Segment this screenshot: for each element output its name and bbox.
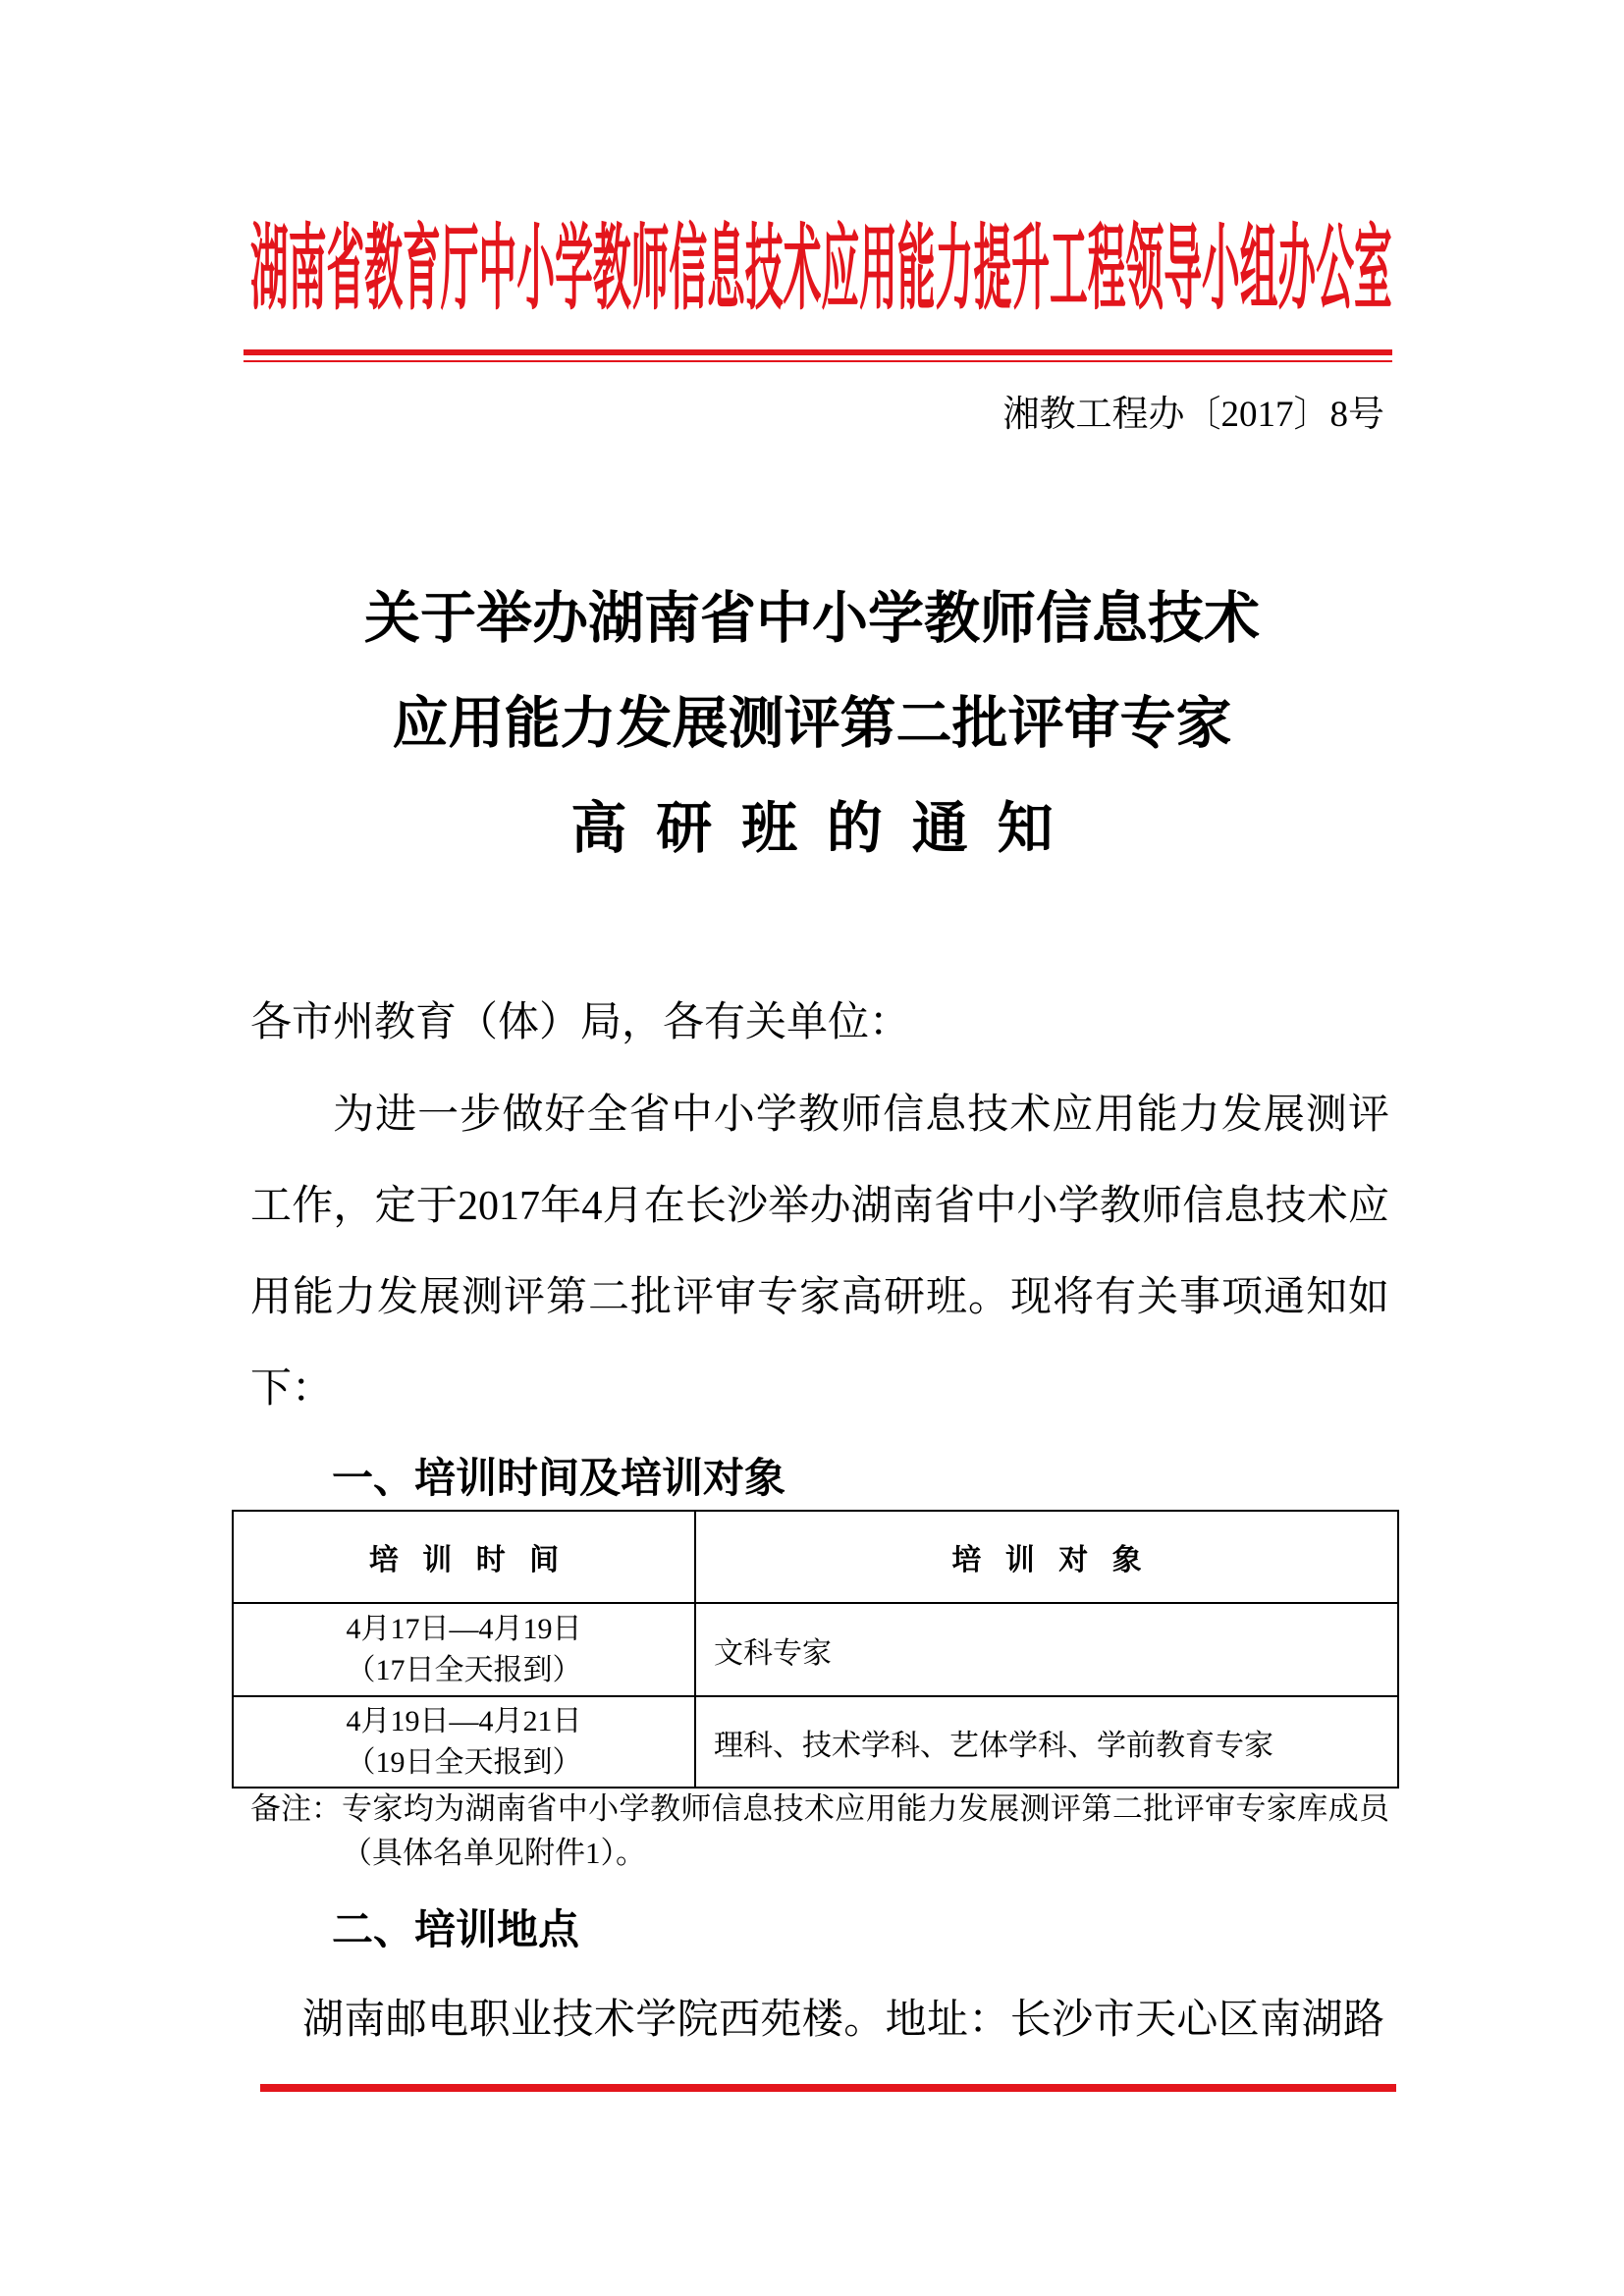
date-range: 4月19日—4月21日 xyxy=(346,1704,582,1737)
title-line: 高 研 班 的 通 知 xyxy=(570,796,1054,861)
note-label: 备注： xyxy=(250,1791,342,1826)
section-heading-schedule: 一、培训时间及培训对象 xyxy=(332,1454,786,1502)
time-cell xyxy=(233,1603,695,1696)
document-title xyxy=(223,566,1401,881)
note-text: 专家均为湖南省中小学教师信息技术应用能力发展测评第二批评审专家库成员（具体名单见附件1）。 xyxy=(342,1791,1389,1870)
letterhead xyxy=(250,218,1392,320)
table-header-row xyxy=(233,1511,1398,1603)
salutation: 各市州教育（体）局，各有关单位： xyxy=(250,1000,911,1045)
training-schedule-table xyxy=(232,1510,1399,1789)
table-row xyxy=(233,1603,1398,1696)
column-header-target: 培 训 对 象 xyxy=(695,1511,1398,1603)
checkin-note: （17日全天报到） xyxy=(346,1653,582,1686)
title-line: 应用能力发展测评第二批评审专家 xyxy=(392,691,1232,756)
issuing-office-title: 湖南省教育厅中小学教师信息技术应用能力提升工程领导小组办公室 xyxy=(250,218,1392,320)
document-number: 湘教工程办〔2017〕8号 xyxy=(1002,395,1384,435)
target-cell: 文科专家 xyxy=(695,1603,1398,1696)
time-cell xyxy=(233,1696,695,1788)
letterhead-thin-rule xyxy=(244,360,1392,362)
title-line: 关于举办湖南省中小学教师信息技术 xyxy=(364,586,1260,651)
footer-rule xyxy=(260,2084,1396,2092)
table-note xyxy=(250,1787,1389,1875)
target-cell: 理科、技术学科、艺体学科、学前教育专家 xyxy=(695,1696,1398,1788)
section-heading-location: 二、培训地点 xyxy=(332,1905,580,1953)
location-text: 湖南邮电职业技术学院西苑楼。地址：长沙市天心区南湖路 xyxy=(302,1998,1384,2043)
checkin-note: （19日全天报到） xyxy=(346,1745,582,1779)
letterhead-thick-rule xyxy=(244,349,1392,355)
intro-paragraph: 为进一步做好全省中小学教师信息技术应用能力发展测评工作，定于2017年4月在长沙举办湖南省中小学教师信息技术应用能力发展测评第二批评审专家高研班。现将有关事项通知如下： xyxy=(250,1093,1389,1412)
column-header-time: 培 训 时 间 xyxy=(233,1511,695,1603)
table-row xyxy=(233,1696,1398,1788)
date-range: 4月17日—4月19日 xyxy=(346,1612,582,1645)
